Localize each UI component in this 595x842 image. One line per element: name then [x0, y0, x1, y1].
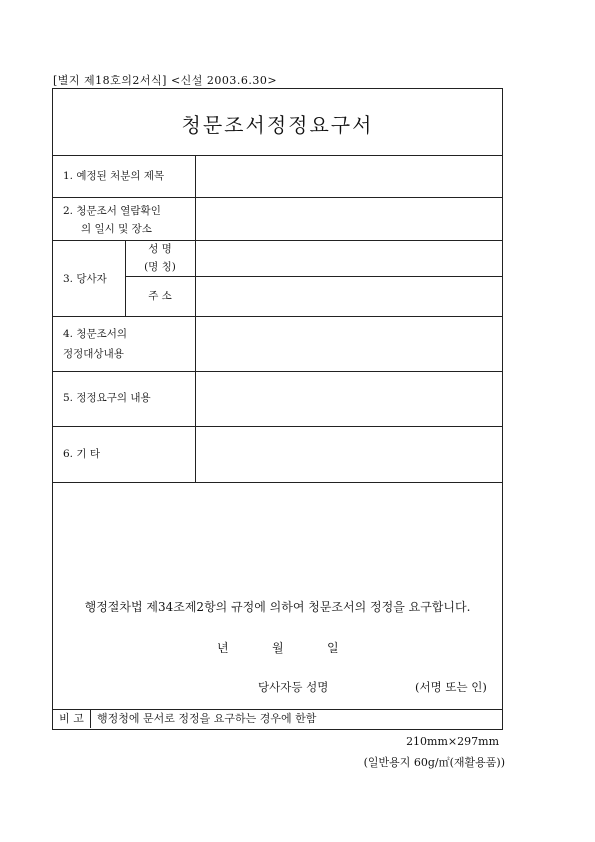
label-name-line2: (명 칭): [144, 261, 176, 273]
request-statement: 행정절차법 제34조제2항의 규정에 의하여 청문조서의 정정을 요구합니다.: [84, 600, 471, 614]
label-inspection-line2: 의 일시 및 장소: [81, 223, 152, 235]
remark-value: 행정청에 문서로 정정을 요구하는 경우에 한함: [97, 712, 317, 725]
inspection-datetime-place-field[interactable]: [196, 198, 502, 240]
form-header: [별지 제18호의2서식] <신설 2003.6.30>: [53, 74, 278, 87]
label-correction-request: 5. 정정요구의 내용: [63, 392, 151, 404]
date-month: 월: [272, 641, 284, 655]
form-title: 청문조서정정요구서: [181, 113, 374, 137]
label-correction-target-line1: 4. 청문조서의: [63, 328, 128, 340]
label-name-line1: 성 명: [148, 243, 172, 255]
signature-label: 당사자등 성명: [258, 680, 329, 694]
date-day: 일: [327, 641, 339, 655]
label-address: 주 소: [148, 290, 172, 302]
other-field[interactable]: [196, 427, 502, 482]
date-year: 년: [217, 641, 229, 655]
paper-size: 210mm×297mm: [406, 735, 499, 748]
signature-note: (서명 또는 인): [415, 680, 487, 694]
party-name-field[interactable]: [196, 241, 502, 276]
paper-type: (일반용지 60g/㎡(재활용품)): [363, 756, 505, 769]
remark-row: [52, 710, 503, 730]
remark-key: 비 고: [53, 710, 91, 728]
label-other: 6. 기 타: [63, 448, 100, 460]
party-address-field[interactable]: [196, 277, 502, 316]
label-inspection-line1: 2. 청문조서 열람확인: [63, 205, 161, 217]
label-disposition-title: 1. 예정된 처분의 제목: [63, 170, 165, 182]
divider: [53, 482, 502, 483]
label-correction-target-line2: 정정대상내용: [63, 348, 124, 360]
correction-request-field[interactable]: [196, 372, 502, 426]
disposition-title-field[interactable]: [196, 156, 502, 197]
form-frame: [52, 88, 503, 710]
correction-target-field[interactable]: [196, 317, 502, 371]
label-party: 3. 당사자: [63, 273, 107, 285]
